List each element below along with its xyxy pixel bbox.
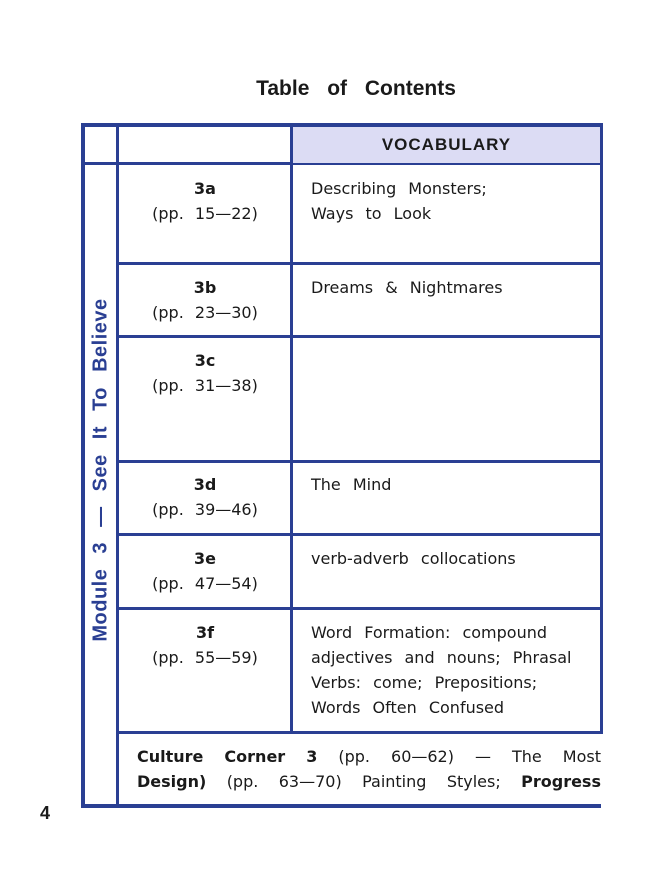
vocab-line: The Mind xyxy=(311,475,392,494)
unit-code: 3e xyxy=(194,549,216,568)
culture-word: The xyxy=(512,747,542,766)
culture-label: 3 xyxy=(306,747,318,766)
design-range: 63—70) xyxy=(278,772,342,791)
unit-pages: (pp. 15—22) xyxy=(152,204,258,223)
vocab-3a xyxy=(311,176,591,226)
vocab-3b xyxy=(311,275,591,300)
vocabulary-header: VOCABULARY xyxy=(293,127,600,163)
culture-word: Most xyxy=(562,747,601,766)
vocab-3d xyxy=(311,472,591,497)
vocab-line: verb-adverb collocations xyxy=(311,549,516,568)
unit-3f xyxy=(120,620,290,670)
unit-code: 3b xyxy=(193,278,217,297)
divider xyxy=(116,460,603,463)
divider xyxy=(116,262,603,265)
unit-pages: (pp. 47—54) xyxy=(152,574,258,593)
culture-line-2 xyxy=(137,769,601,794)
unit-pages: (pp. 23—30) xyxy=(152,303,258,322)
unit-pages: (pp. 39—46) xyxy=(152,500,258,519)
module-label-text: Module 3 — See It To Believe xyxy=(89,298,112,642)
unit-3c xyxy=(120,348,290,398)
vocab-line: Verbs: come; Prepositions; xyxy=(311,673,538,692)
divider xyxy=(116,123,119,808)
design-label: Design) xyxy=(137,772,207,791)
vocab-line: Words Often Confused xyxy=(311,698,505,717)
vocab-3e xyxy=(311,546,591,571)
unit-code: 3a xyxy=(194,179,216,198)
unit-code: 3d xyxy=(193,475,217,494)
vocab-line: Dreams & Nightmares xyxy=(311,278,503,297)
unit-3d xyxy=(120,472,290,522)
divider xyxy=(116,533,603,536)
vocab-line: Describing Monsters; xyxy=(311,179,487,198)
page-number: 4 xyxy=(40,803,51,823)
design-word: Painting xyxy=(362,772,427,791)
culture-line-1 xyxy=(137,744,601,769)
unit-3a xyxy=(120,176,290,226)
vocab-line: Ways to Look xyxy=(311,204,432,223)
culture-dash: — xyxy=(475,747,491,766)
culture-pages: (pp. xyxy=(338,747,370,766)
progress-label: Progress xyxy=(521,772,601,791)
unit-code: 3f xyxy=(195,623,215,642)
divider xyxy=(116,607,603,610)
culture-label: Corner xyxy=(224,747,286,766)
divider xyxy=(116,731,603,734)
vocab-line: Word Formation: compound xyxy=(311,623,547,642)
unit-pages: (pp. 55—59) xyxy=(152,648,258,667)
divider xyxy=(116,335,603,338)
divider xyxy=(600,123,603,733)
vocab-3f xyxy=(311,620,581,720)
design-word: Styles; xyxy=(446,772,501,791)
culture-range: 60—62) xyxy=(391,747,454,766)
design-pages: (pp. xyxy=(226,772,259,791)
unit-3e xyxy=(120,546,290,596)
unit-code: 3c xyxy=(194,351,216,370)
vocab-line: adjectives and nouns; Phrasal xyxy=(311,648,572,667)
culture-corner-row xyxy=(137,744,601,794)
divider xyxy=(290,123,293,733)
unit-3b xyxy=(120,275,290,325)
culture-label: Culture xyxy=(137,747,204,766)
unit-pages: (pp. 31—38) xyxy=(152,376,258,395)
page-title: Table of Contents xyxy=(256,77,456,100)
